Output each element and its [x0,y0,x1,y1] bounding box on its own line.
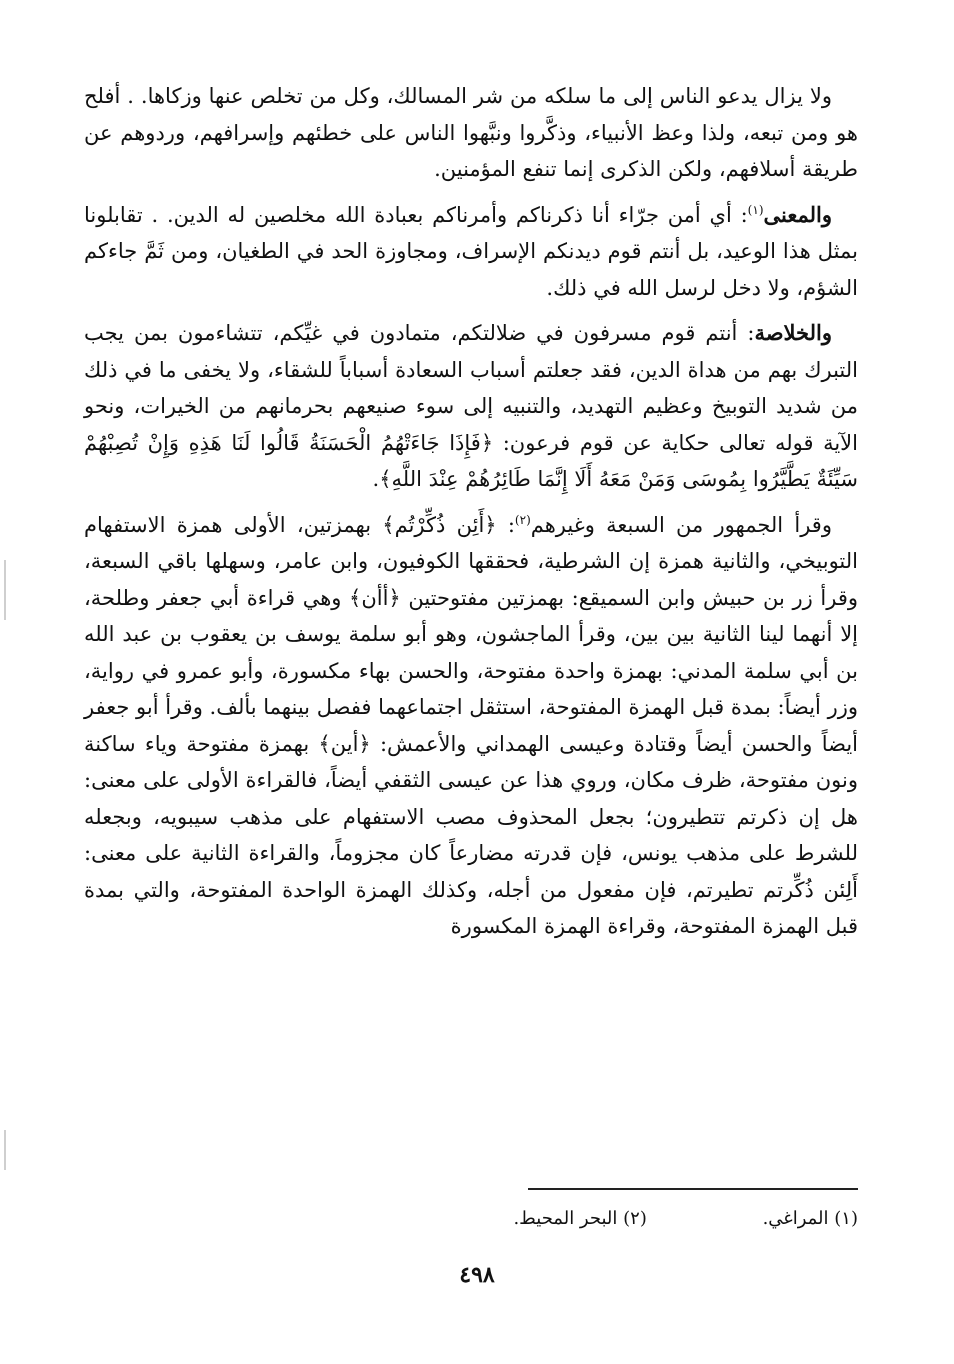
paragraph-1-text: ولا يزال يدعو الناس إلى ما سلكه من شر المسالك، وكل من تخلص عنها وزكاها. . أفلح هو ومن تبعه، ولذا وعظ الأنبياء، وذكَّروا ونبَّهوا الناس على خطئهم وإسرافهم، وردوهم عن طريقة أسلافهم، ولكن الذكرى إنما تنفع المؤمنين. [84,84,858,181]
paragraph-meaning-text: : أي أمن جرّاء أنا ذكرناكم وأمرناكم بعبادة الله مخلصين له الدين. . تقابلونا بمثل هذا الوعيد، بل أنتم قوم ديدنكم الإسراف، ومجاوزة الحد في الطغيان، ومن ثَمَّ جاءكم الشؤم، ولا دخل لرسل الله في ذلك. [84,202,858,300]
paragraph-meaning [84,197,858,307]
scan-edge-mark [4,1130,6,1170]
paragraph-readings-text: : ﴿أَئِن ذُكِّرْتُم﴾ بهمزتين، الأولى همزة الاستفهام التوبيخي، والثانية همزة إن الشرطية، فحققها الكوفيون، وابن عامر، وسهلها باقي السبعة، وقرأ زر بن حبيش وابن السميقع: بهمزتين مفتوحتين ﴿أأن﴾ وهي قراءة أبي جعفر وطلحة، إلا أنهما لينا الثانية بين بين، وقرأ الماجشون، وهو أبو سلمة يوسف بن يعقوب بن عبد الله بن أبي سلمة المدني: بهمزة واحدة مفتوحة، والحسن بهاء مكسورة، وأبو عمرو في رواية، وزر أيضاً: بمدة قبل الهمزة المفتوحة، استثقل اجتماعهما ففصل بينهما بألف. وقرأ أبو جعفر أيضاً والحسن أيضاً وقتادة وعيسى الهمداني والأعمش: ﴿أين﴾ بهمزة مفتوحة وياء ساكنة ونون مفتوحة، ظرف مكان، وروي هذا عن عيسى الثقفي أيضاً، فالقراءة الأولى على معنى: هل إن ذكرتم تتطيرون؛ بجعل المحذوف مصب الاستفهام على مذهب سيبويه، وبجعله للشرط على مذهب يونس، فإن قدرته مضارعاً كان مجزوماً، والقراءة الثانية على معنى: أَلِئن ذُكِّرتم تطيرتم، فإن مفعول من أجله، وكذلك الهمزة الواحدة المفتوحة، والتي بمدة قبل الهمزة المفتوحة، وقراءة الهمزة المكسورة [84,512,858,938]
footnote-1: (١) المراغي. [762,1208,858,1229]
page-number: ٤٩٨ [459,1262,495,1288]
heading-meaning: والمعنى [763,201,832,227]
footnote-divider [528,1188,858,1190]
page-body [84,78,858,954]
paragraph-readings [84,507,858,945]
footnote-ref-1: (١) [747,202,764,217]
heading-summary: والخلاصة [754,320,832,345]
paragraph-summary [84,315,858,498]
footnotes [158,1205,858,1233]
paragraph-readings-intro: وقرأ الجمهور من السبعة وغيرهم [530,512,832,537]
paragraph-1 [84,78,858,188]
footnote-2: (٢) البحر المحيط. [513,1208,647,1229]
paragraph-summary-text: : أنتم قوم مسرفون في ضلالتكم، متمادون في غيِّكم، تتشاءمون بمن يجب التبرك بهم من هداة الدين، فقد جعلتم أسباب السعادة أسباباً للشقاء، ولا يخفى ما في ذلك من شديد التوبيخ وعظيم التهديد، والتنبيه إلى سوء صنيعهم بحرمانهم من الخيرات، ونحو الآية قوله تعالى حكاية عن قوم فرعون: ﴿فَإِذَا جَاءَتْهُمُ الْحَسَنَةُ قَالُوا لَنَا هَذِهِ وَإِنْ تُصِبْهُمْ سَيِّئَةٌ يَطَّيَّرُوا بِمُوسَى وَمَنْ مَعَهُ أَلَا إِنَّمَا طَائِرُهُمْ عِنْدَ اللَّهِ﴾. [84,321,858,491]
footnote-ref-2: (٢) [514,512,531,527]
scan-edge-mark [4,560,6,620]
